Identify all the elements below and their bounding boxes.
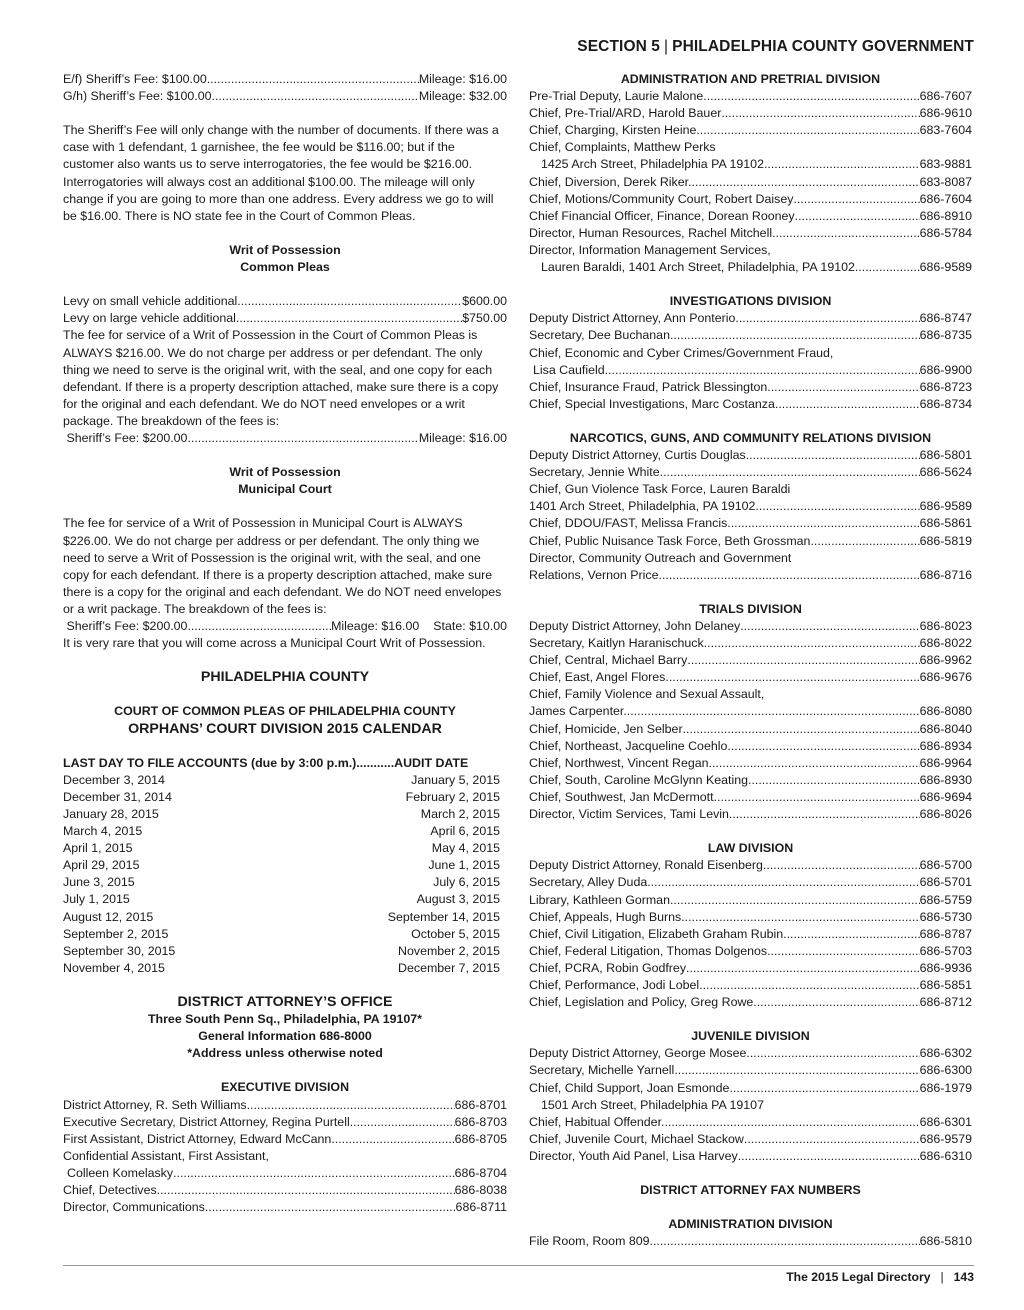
directory-entry-line: Confidential Assistant, First Assistant, (63, 1148, 269, 1163)
file-date: April 1, 2015 (63, 841, 133, 856)
page-number: 143 (953, 1270, 974, 1284)
directory-entry: Secretary, Dee Buchanan ..... 686-8735 (529, 327, 972, 344)
directory-entry-line: Director, Information Management Services, (529, 242, 771, 257)
calendar-row (63, 943, 507, 960)
fee-line: E/f) Sheriff’s Fee: $100.00 ..... Mileage: $16.00 (63, 71, 507, 88)
fax-numbers-heading: DISTRICT ATTORNEY FAX NUMBERS (640, 1183, 861, 1198)
directory-entry: Chief, Special Investigations, Marc Costanza ..... 686-8734 (529, 396, 972, 413)
da-general-info: General Information 686-8000 (198, 1029, 372, 1044)
file-date: August 12, 2015 (63, 909, 154, 924)
directory-entry: Chief, Northwest, Vincent Regan ..... 686-9964 (529, 755, 972, 772)
directory-entry: Executive Secretary, District Attorney, Regina Purtell ..... 686-8703 (63, 1114, 507, 1131)
page-footer (786, 1270, 974, 1284)
publication-name: The 2015 Legal Directory (786, 1270, 931, 1284)
header-divider: | (664, 38, 669, 55)
narcotics-heading: NARCOTICS, GUNS, AND COMMUNITY RELATIONS DIVISION (569, 430, 932, 445)
calendar-row (63, 806, 507, 823)
directory-entry: Chief, Juvenile Court, Michael Stackow ..... 686-9579 (529, 1131, 972, 1148)
court-heading: COURT OF COMMON PLEAS OF PHILADELPHIA COUNTY (114, 704, 456, 719)
calendar-row (63, 926, 507, 943)
file-date: November 4, 2015 (63, 960, 165, 975)
directory-entry: 1401 Arch Street, Philadelphia, PA 19102 ..... 686-9589 (529, 498, 972, 515)
calendar-row (63, 857, 507, 874)
directory-entry: Director, Human Resources, Rachel Mitchell. ..... 686-5784 (529, 225, 972, 242)
audit-date: January 5, 2015 (411, 772, 500, 787)
audit-date: March 2, 2015 (420, 806, 500, 821)
executive-division-heading: EXECUTIVE DIVISION (220, 1080, 350, 1095)
file-date: March 4, 2015 (63, 824, 143, 839)
directory-entry: James Carpenter. ..... 686-8080 (529, 703, 972, 720)
directory-entry: Chief Financial Officer, Finance, Dorean Rooney ..... 686-8910 (529, 208, 972, 225)
directory-entry: Chief, Habitual Offender. ..... 686-6301 (529, 1114, 972, 1131)
directory-entry: First Assistant, District Attorney, Edward McCann. ..... 686-8705 (63, 1131, 507, 1148)
directory-entry: Director, Youth Aid Panel, Lisa Harvey ..... 686-6310 (529, 1148, 972, 1165)
audit-date: July 6, 2015 (433, 875, 500, 890)
da-office-heading: DISTRICT ATTORNEY’S OFFICE (177, 993, 393, 1010)
file-date: September 2, 2015 (63, 926, 169, 941)
juvenile-heading: JUVENILE DIVISION (691, 1029, 810, 1044)
directory-entry: Chief, Northeast, Jacqueline Coehlo ..... 686-8934 (529, 738, 972, 755)
directory-entry-line: Chief, Complaints, Matthew Perks (529, 140, 716, 155)
writ-cp-heading-1: Writ of Possession (229, 242, 341, 257)
directory-entry-line: Director, Community Outreach and Government (529, 550, 792, 565)
directory-entry: Library, Kathleen Gorman ..... 686-5759 (529, 892, 972, 909)
calendar-row (63, 891, 507, 908)
directory-entry: Secretary, Jennie White ..... 686-5624 (529, 464, 972, 481)
calendar-row (63, 772, 507, 789)
directory-entry: Chief, South, Caroline McGlynn Keating ..... 686-8930 (529, 772, 972, 789)
file-date: July 1, 2015 (63, 892, 130, 907)
section-title: PHILADELPHIA COUNTY GOVERNMENT (672, 38, 974, 55)
trials-heading: TRIALS DIVISION (699, 601, 802, 616)
file-date: June 3, 2015 (63, 875, 135, 890)
fee-line: Sheriff’s Fee: $200.00 ..... Mileage: $16.00 State: $10.00 (63, 618, 507, 635)
directory-entry: Chief, PCRA, Robin Godfrey ..... 686-9936 (529, 960, 972, 977)
sheriff-fee-paragraph: The Sheriff’s Fee will only change with the number of documents. If there was a case with 1 defendant, 1 garnishee, the fee would be $116.00; but if the customer also wants us to serve interrogatories, the fee would be $216.00. Interrogatories will always cost an additional $100.00. The mileage will only change if you are going to more than one address. Every address we go to will be $16.00. There is NO state fee in the Court of Common Pleas. (63, 123, 499, 223)
directory-entry: District Attorney, R. Seth Williams. ..... 686-8701 (63, 1097, 507, 1114)
directory-entry: Colleen Komelasky ..... 686-8704 (63, 1165, 507, 1182)
law-heading: LAW DIVISION (707, 841, 794, 856)
audit-date: April 6, 2015 (430, 824, 500, 839)
calendar-row (63, 823, 507, 840)
audit-date: September 14, 2015 (387, 909, 500, 924)
calendar-row (63, 960, 507, 977)
directory-entry-line: Chief, Gun Violence Task Force, Lauren Baraldi (529, 482, 791, 497)
rare-note: It is very rare that you will come across a Municipal Court Writ of Possession. (63, 636, 486, 651)
orphans-calendar-heading: ORPHANS’ COURT DIVISION 2015 CALENDAR (128, 720, 442, 737)
audit-date: May 4, 2015 (431, 841, 500, 856)
directory-entry: Deputy District Attorney, George Mosee ..... 686-6302 (529, 1045, 972, 1062)
levy-line: Levy on small vehicle additional ..... $600.00 (63, 293, 507, 310)
file-date: December 3, 2014 (63, 772, 165, 787)
directory-entry: Chief, Federal Litigation, Thomas Dolgenos ..... 686-5703 (529, 943, 972, 960)
philadelphia-county-heading: PHILADELPHIA COUNTY (200, 669, 370, 686)
directory-entry-line: 1501 Arch Street, Philadelphia PA 19107 (541, 1097, 764, 1112)
directory-entry: Deputy District Attorney, John Delaney ..... 686-8023 (529, 618, 972, 635)
directory-entry-line: Chief, Economic and Cyber Crimes/Government Fraud, (529, 345, 834, 360)
audit-date: November 2, 2015 (398, 943, 500, 958)
directory-entry: Chief, Southwest, Jan McDermott ..... 686-9694 (529, 789, 972, 806)
footer-rule (63, 1265, 974, 1266)
levy-line: Levy on large vehicle additional ..... $750.00 (63, 310, 507, 327)
right-column (529, 71, 972, 1250)
admin-pretrial-heading: ADMINISTRATION AND PRETRIAL DIVISION (620, 72, 881, 86)
directory-entry: Pre-Trial Deputy, Laurie Malone. ..... 686-7607 (529, 88, 972, 105)
writ-cp-heading-2: Common Pleas (240, 260, 330, 275)
directory-entry: Chief, Performance, Jodi Lobel. ..... 686-5851 (529, 977, 972, 994)
da-address-note: *Address unless otherwise noted (187, 1046, 383, 1061)
directory-entry: Director, Communications. ..... 686-8711 (63, 1199, 507, 1216)
writ-mc-heading-2: Municipal Court (238, 482, 332, 497)
file-date: December 31, 2014 (63, 789, 172, 804)
fee-line: G/h) Sheriff’s Fee: $100.00 ..... Mileage: $32.00 (63, 88, 507, 105)
directory-entry: Director, Victim Services, Tami Levin ..... 686-8026 (529, 806, 972, 823)
footer-divider: | (940, 1270, 944, 1284)
directory-entry: Chief, DDOU/FAST, Melissa Francis ..... 686-5861 (529, 515, 972, 532)
directory-entry: Chief, Motions/Community Court, Robert Daisey ..... 686-7604 (529, 191, 972, 208)
directory-entry: Chief, Detectives ..... 686-8038 (63, 1182, 507, 1199)
directory-entry: Chief, Legislation and Policy, Greg Rowe ..... 686-8712 (529, 994, 972, 1011)
directory-entry: Deputy District Attorney, Ann Ponterio ..... 686-8747 (529, 310, 972, 327)
left-column (63, 71, 507, 1216)
file-date: September 30, 2015 (63, 943, 176, 958)
writ-mc-paragraph: The fee for service of a Writ of Possession in Municipal Court is ALWAYS $226.00. We do not charge per address or per defendant. The only thing we need to serve a Writ of Possession is the original writ, with the seal, and one copy for each defendant. If there is a property description attached, make sure there is a copy for the original and each defendant. We do NOT need envelopes or a writ package. The breakdown of the fees is: (63, 516, 502, 616)
directory-entry: Deputy District Attorney, Curtis Douglas ..... 686-5801 (529, 447, 972, 464)
fee-line: Sheriff’s Fee: $200.00 ..... Mileage: $16.00 (63, 430, 507, 447)
directory-entry: Chief, Civil Litigation, Elizabeth Graham Rubin ..... 686-8787 (529, 926, 972, 943)
calendar-row (63, 789, 507, 806)
audit-date: December 7, 2015 (398, 960, 500, 975)
audit-date: June 1, 2015 (428, 858, 500, 873)
calendar-row (63, 840, 507, 857)
writ-mc-heading-1: Writ of Possession (229, 465, 341, 480)
calendar-list (63, 772, 507, 977)
audit-date: October 5, 2015 (411, 926, 500, 941)
file-date: April 29, 2015 (63, 858, 140, 873)
da-address: Three South Penn Sq., Philadelphia, PA 19107* (147, 1012, 423, 1027)
directory-entry: Relations, Vernon Price. ..... 686-8716 (529, 567, 972, 584)
investigations-heading: INVESTIGATIONS DIVISION (669, 294, 832, 309)
fax-admin-heading: ADMINISTRATION DIVISION (668, 1217, 833, 1232)
directory-entry: Chief, Public Nuisance Task Force, Beth Grossman ..... 686-5819 (529, 533, 972, 550)
calendar-row (63, 909, 507, 926)
file-date: January 28, 2015 (63, 806, 159, 821)
directory-entry: Chief, Appeals, Hugh Burns. ..... 686-5730 (529, 909, 972, 926)
directory-entry: Secretary, Alley Duda. ..... 686-5701 (529, 874, 972, 891)
section-label: SECTION 5 (577, 38, 661, 55)
writ-cp-paragraph: The fee for service of a Writ of Possession in the Court of Common Pleas is ALWAYS $216.00. We do not charge per address or per defendant. The only thing we need to serve is the original writ, with the seal, and one copy for each defendant. If there is a property description attached, make sure there is a copy for the original and each defendant. We do NOT need envelopes or a writ package. The breakdown of the fees is: (63, 328, 499, 428)
directory-entry: Chief, Child Support, Joan Esmonde ..... 686-1979 (529, 1080, 972, 1097)
directory-entry: Deputy District Attorney, Ronald Eisenberg. ..... 686-5700 (529, 857, 972, 874)
directory-entry: 1425 Arch Street, Philadelphia PA 19102 ..... 683-9881 (529, 156, 972, 173)
directory-entry: Lauren Baraldi, 1401 Arch Street, Philadelphia, PA 19102 ..... 686-9589 (529, 259, 972, 276)
directory-entry: Chief, Insurance Fraud, Patrick Blessington ..... 686-8723 (529, 379, 972, 396)
calendar-row (63, 874, 507, 891)
directory-entry-line: Chief, Family Violence and Sexual Assault, (529, 687, 765, 702)
directory-entry: Chief, Charging, Kirsten Heine ..... 683-7604 (529, 122, 972, 139)
directory-entry: Secretary, Michelle Yarnell ..... 686-6300 (529, 1062, 972, 1079)
audit-date: February 2, 2015 (405, 789, 500, 804)
directory-entry: Chief, Pre-Trial/ARD, Harold Bauer ..... 686-9610 (529, 105, 972, 122)
directory-entry: Chief, Diversion, Derek Riker. ..... 683-8087 (529, 174, 972, 191)
directory-entry: Chief, Homicide, Jen Selber ..... 686-8040 (529, 721, 972, 738)
directory-entry: Chief, Central, Michael Barry ..... 686-9962 (529, 652, 972, 669)
directory-entry: File Room, Room 809 ..... 686-5810 (529, 1233, 972, 1250)
audit-date: August 3, 2015 (416, 892, 500, 907)
page-header (577, 38, 974, 56)
directory-entry: Chief, East, Angel Flores. ..... 686-9676 (529, 669, 972, 686)
calendar-header: LAST DAY TO FILE ACCOUNTS (due by 3:00 p.m.) ..... AUDIT DATE (63, 755, 507, 772)
directory-entry: Lisa Caufield. ..... 686-9900 (529, 362, 972, 379)
directory-entry: Secretary, Kaitlyn Haranischuck ..... 686-8022 (529, 635, 972, 652)
